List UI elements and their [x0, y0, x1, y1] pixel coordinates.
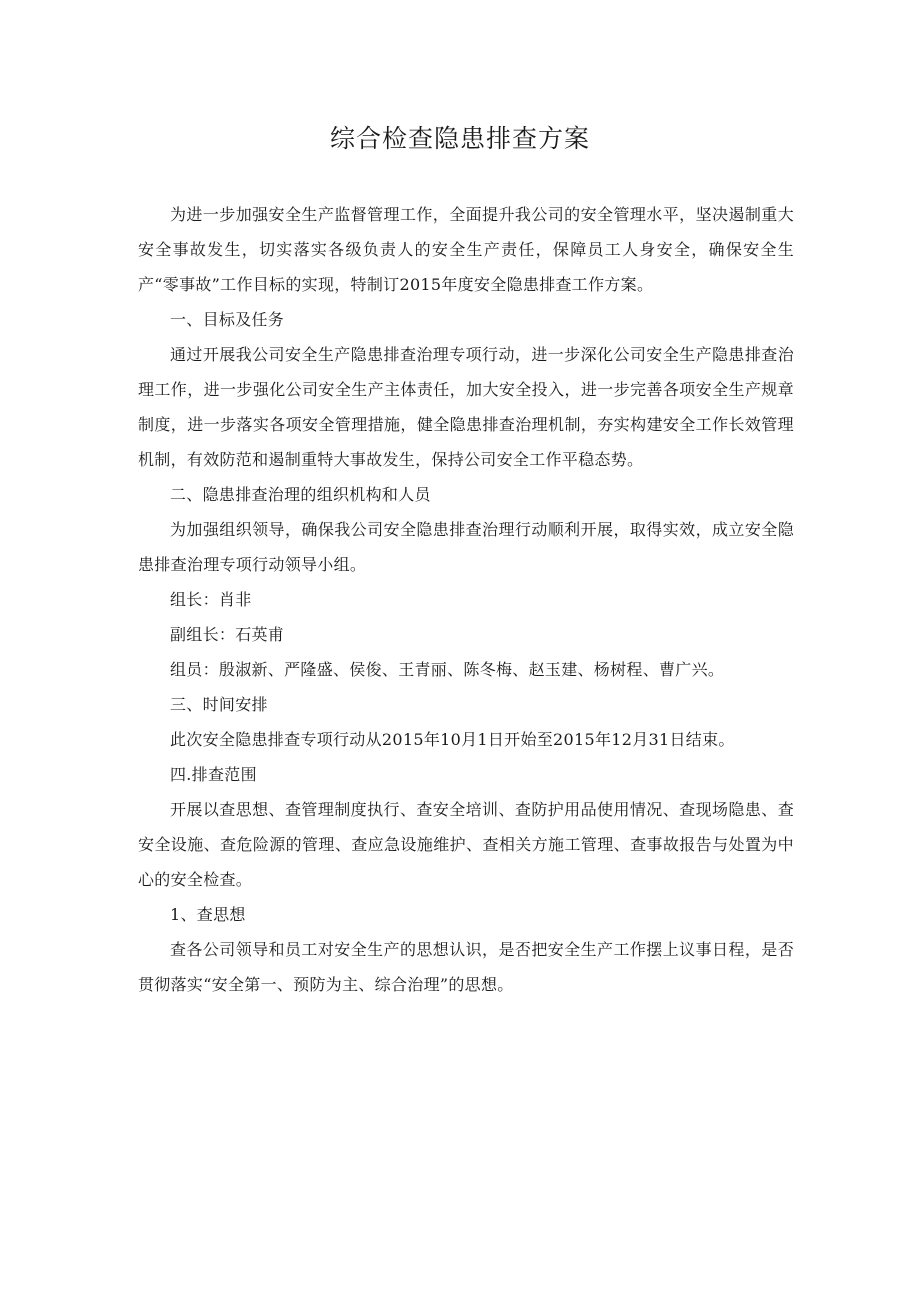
thinking-paragraph: 查各公司领导和员工对安全生产的思想认识，是否把安全生产工作摆上议事日程，是否贯彻落实“安全第一、预防为主、综合治理”的思想。	[138, 940, 794, 994]
section-heading-organization: 二、隐患排查治理的组织机构和人员	[170, 485, 431, 504]
goals-paragraph: 通过开展我公司安全生产隐患排查治理专项行动，进一步深化公司安全生产隐患排查治理工作，进一步强化公司安全生产主体责任，加大安全投入，进一步完善各项安全生产规章制度，进一步落实各项安全管理措施，健全隐患排查治理机制，夯实构建安全工作长效管理机制，有效防范和遏制重特大事故发生，保持公司安全工作平稳态势。	[138, 345, 794, 469]
organization-paragraph: 为加强组织领导，确保我公司安全隐患排查治理行动顺利开展，取得实效，成立安全隐患排查治理专项行动领导小组。	[138, 520, 794, 574]
subsection-heading-thinking: 1、查思想	[170, 905, 246, 924]
scope-paragraph: 开展以查思想、查管理制度执行、查安全培训、查防护用品使用情况、查现场隐患、查安全设施、查危险源的管理、查应急设施维护、查相关方施工管理、查事故报告与处置为中心的安全检查。	[138, 800, 794, 889]
team-deputy-leader: 副组长：石英甫	[170, 625, 285, 644]
intro-paragraph: 为进一步加强安全生产监督管理工作，全面提升我公司的安全管理水平，坚决遏制重大安全事故发生，切实落实各级负责人的安全生产责任，保障员工人身安全，确保安全生产“零事故”工作目标的实现，特制订2015年度安全隐患排查工作方案。	[138, 205, 794, 294]
team-leader: 组长：肖非	[170, 590, 252, 609]
document-title: 综合检查隐患排查方案	[329, 124, 590, 153]
section-heading-schedule: 三、时间安排	[170, 695, 268, 714]
team-members: 组员：殷淑新、严隆盛、侯俊、王青丽、陈冬梅、赵玉建、杨树程、曹广兴。	[170, 660, 725, 679]
document-body	[138, 197, 794, 1002]
section-heading-scope: 四.排查范围	[170, 765, 257, 784]
section-heading-goals: 一、目标及任务	[170, 310, 285, 329]
schedule-paragraph: 此次安全隐患排查专项行动从2015年10月1日开始至2015年12月31日结束。	[170, 730, 735, 749]
